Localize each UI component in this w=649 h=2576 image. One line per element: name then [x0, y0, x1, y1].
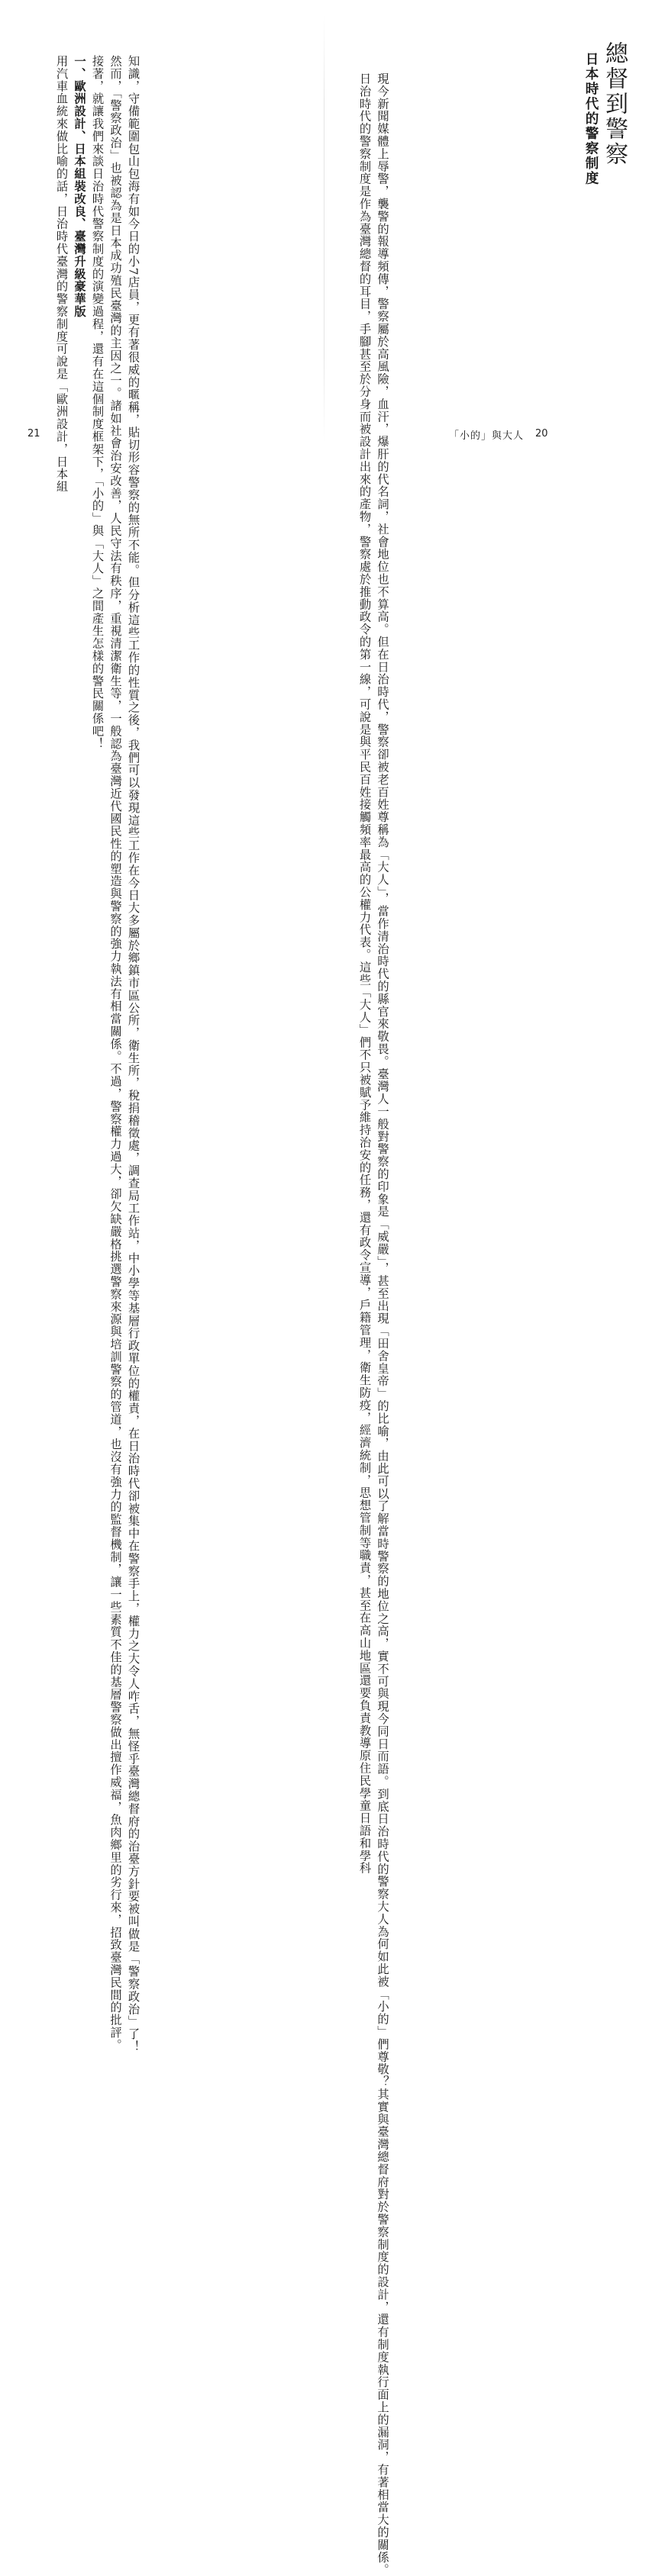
body-paragraph: 日治時代的警察制度是作為臺灣總督的耳目，手腳甚至於分身而被設計出來的產物，警察處於推動政令的第一線，可說是與平民百姓接觸頻率最高的公權力代表。這些「大人」們不只被賦予維持治安的任務，還有政令宣導，戶籍管理，衛生防疫，經濟統制，思想管制等職責，甚至在高山地區還要負責教導原住民學童日語和學科: [357, 72, 372, 1875]
chapter-title-block: [582, 41, 628, 369]
chapter-title: 總督到警察: [601, 41, 628, 167]
body-paragraph: 然而，「警察政治」也被認為是日本成功殖民臺灣的主因之一。諸如社會治安改善，人民守法有秩序，重視清潔衛生等，一般認為臺灣近代國民性的塑造與警察的強力執法有相當關係。不過，警察權力過大，卻欠缺嚴格挑選警察來源與培訓警察的管道，也沒有強力的監督機制，讓一些素質不佳的基層警察做出擅作威福，魚肉鄉里的劣行來，招致臺灣民間的批評。: [108, 55, 122, 2052]
page-number-right: 20: [535, 428, 548, 440]
left-page: [0, 0, 324, 2053]
body-paragraph: 現今新聞媒體上辱警，襲警的報導頻傳，警察屬於高風險，血汗，爆肝的代名詞，社會地位也不算高。但在日治時代，警察卻被老百姓尊稱為「大人」，當作清治時代的縣官來敬畏。臺灣人一般對警察的印象是「威嚴」，甚至出現「田舍皇帝」的比喻，由此可以了解當時警察的地位之高，實不可與現今同日而語。到底日治時代的警察大人為何如此被「小的」們尊敬？其實與臺灣總督府對於警察制度的設計，還有制度執行面上的漏洞，有著相當大的關係。: [376, 72, 389, 2576]
running-head: 「小的」與大人: [449, 430, 525, 442]
right-page-text: [355, 72, 391, 2576]
page-number-left: 21: [27, 428, 40, 440]
right-page: [324, 0, 649, 2576]
body-paragraph: 用汽車血統來做比喻的話，日治時代臺灣的警察制度可說是「歐洲設計，日本組: [54, 55, 69, 493]
section-heading: 一、歐洲設計、日本組裝改良、臺灣升級豪華版: [73, 55, 86, 318]
body-paragraph: 知識，守備範圍包山包海有如今日的小7店員，更有著很威的暱稱，貼切形容警察的無所不能。但分析這些工作的性質之後，我們可以發現這些工作在今日大多屬於鄉鎮市區公所，衛生所，稅捐稽徵處，調查局工作站，中小學等基層行政單位的權責，在日治時代卻被集中在警察手上，權力之大令人咋舌，無怪乎臺灣總督府的治臺方針要被叫做是「警察政治」了！: [126, 55, 140, 2053]
left-page-text: [52, 55, 142, 2053]
chapter-subtitle: 日本時代的警察制度: [583, 52, 599, 186]
body-paragraph: 接著，就讓我們來談日治時代警察制度的演變過程，還有在這個制度框架下，「小的」與「大人」之間產生怎樣的警民關係吧！: [90, 55, 105, 750]
